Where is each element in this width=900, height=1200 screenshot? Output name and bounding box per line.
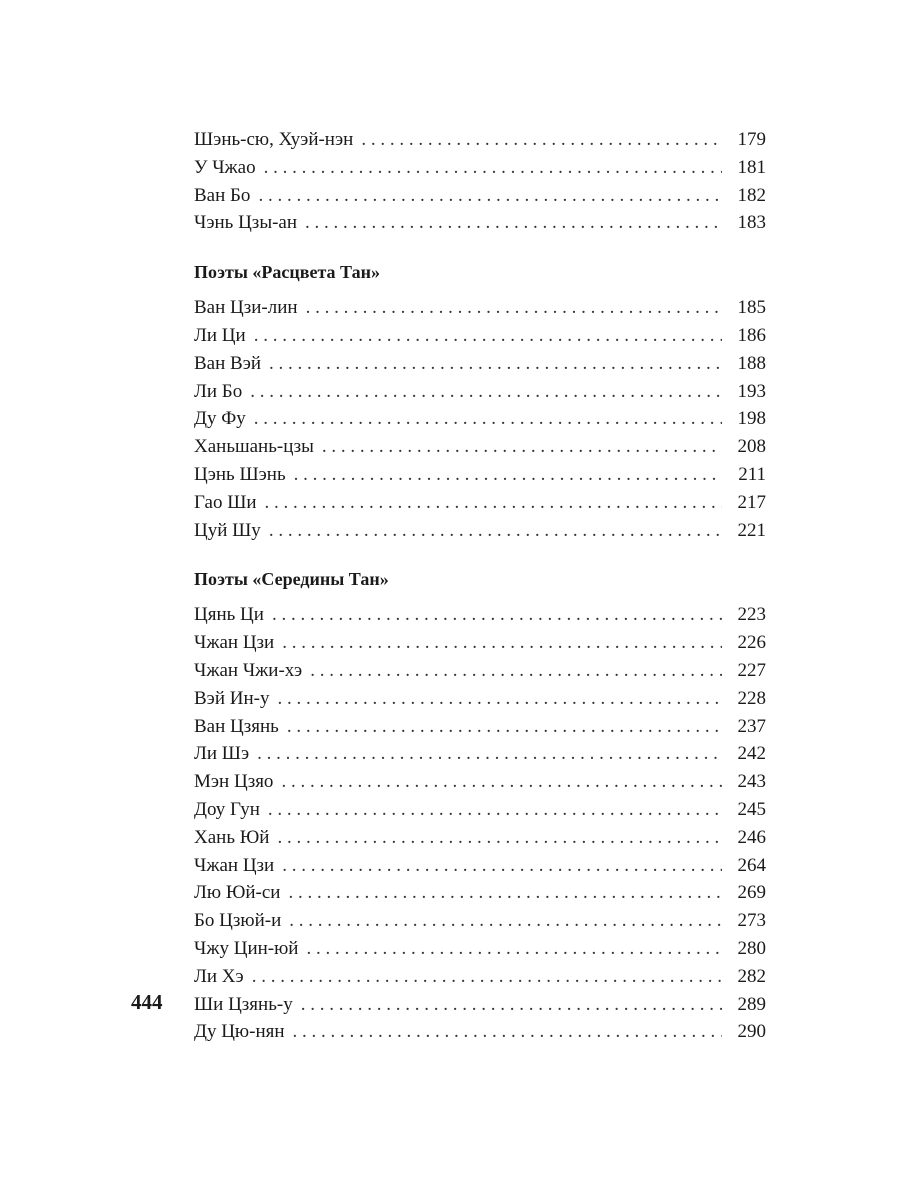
toc-entry-page: 211 (738, 463, 766, 485)
toc-entry-name: Бо Цзюй-и (194, 910, 282, 932)
dot-leader (264, 154, 722, 182)
toc-entry-name: Доу Гун (194, 798, 260, 820)
toc-entry-page: 186 (737, 324, 766, 346)
page-number: 444 (131, 990, 163, 1014)
toc-group-2 (194, 294, 766, 544)
toc-entry-name: Мэн Цзяо (194, 771, 274, 793)
toc-entry-name: Чжан Цзи (194, 854, 275, 876)
toc-group-1 (194, 126, 766, 237)
section-heading: Поэты «Расцвета Тан» (194, 262, 380, 283)
toc-entry[interactable] (194, 740, 766, 768)
toc-entry[interactable] (194, 796, 766, 824)
toc-entry-name: Ван Бо (194, 184, 251, 206)
dot-leader (282, 629, 722, 657)
toc-entry-name: Ван Вэй (194, 352, 262, 374)
dot-leader (254, 322, 722, 350)
toc-entry-name: Ду Фу (194, 408, 246, 430)
toc-entry[interactable] (194, 685, 766, 713)
dot-leader (265, 489, 722, 517)
toc-entry[interactable] (194, 657, 766, 685)
toc-entry-page: 269 (737, 882, 766, 904)
toc-entry-name: Шэнь-сю, Хуэй-нэн (194, 129, 354, 150)
toc-entry[interactable] (194, 322, 766, 350)
toc-entry-name: Ли Ци (194, 324, 246, 346)
toc-entry-page: 227 (737, 659, 766, 681)
toc-entry[interactable] (194, 378, 766, 406)
dot-leader (252, 963, 722, 991)
toc-entry[interactable] (194, 713, 766, 741)
toc-entry-name: Чэнь Цзы-ан (194, 212, 298, 234)
dot-leader (289, 907, 722, 935)
toc-entry[interactable] (194, 294, 766, 322)
toc-entry-name: Ли Шэ (194, 743, 250, 765)
dot-leader (361, 126, 722, 154)
toc-entry-name: Ду Цю-нян (194, 1021, 285, 1043)
toc-entry-name: Ши Цзянь-у (194, 993, 293, 1015)
toc-entry-name: Ли Бо (194, 380, 243, 402)
toc-entry[interactable] (194, 154, 766, 182)
toc-entry[interactable] (194, 209, 766, 237)
toc-entry-page: 264 (737, 854, 766, 876)
dot-leader (306, 935, 722, 963)
dot-leader (281, 768, 722, 796)
toc-entry[interactable] (194, 629, 766, 657)
table-of-contents (194, 126, 766, 1046)
dot-leader (254, 405, 722, 433)
toc-group-3 (194, 601, 766, 1046)
toc-entry-page: 243 (737, 771, 766, 793)
dot-leader (272, 601, 722, 629)
dot-leader (269, 517, 722, 545)
toc-entry-page: 188 (737, 352, 766, 374)
dot-leader (305, 209, 722, 237)
toc-entry-page: 245 (737, 798, 766, 820)
toc-entry-name: Ван Цзи-лин (194, 297, 298, 319)
toc-entry-page: 185 (737, 297, 766, 319)
toc-entry[interactable] (194, 182, 766, 210)
toc-entry-page: 193 (737, 380, 766, 402)
toc-entry-page: 242 (737, 743, 766, 765)
dot-leader (287, 713, 722, 741)
toc-entry-page: 280 (737, 937, 766, 959)
toc-entry[interactable] (194, 1018, 766, 1046)
toc-entry-name: Чжу Цин-юй (194, 937, 299, 959)
dot-leader (250, 378, 722, 406)
toc-entry-name: Ли Хэ (194, 965, 244, 987)
toc-entry[interactable] (194, 852, 766, 880)
dot-leader (288, 879, 722, 907)
toc-entry[interactable] (194, 405, 766, 433)
toc-entry-page: 181 (737, 156, 766, 178)
toc-entry[interactable] (194, 350, 766, 378)
toc-entry-page: 237 (737, 715, 766, 737)
toc-entry[interactable] (194, 768, 766, 796)
dot-leader (269, 350, 722, 378)
toc-entry[interactable] (194, 963, 766, 991)
dot-leader (294, 461, 722, 489)
dot-leader (293, 1018, 722, 1046)
toc-entry-page: 182 (737, 184, 766, 206)
toc-entry-name: Ван Цзянь (194, 715, 279, 737)
dot-leader (268, 796, 722, 824)
toc-entry-page: 221 (737, 519, 766, 541)
toc-entry-page: 273 (737, 910, 766, 932)
toc-entry-name: Вэй Ин-у (194, 687, 270, 709)
toc-entry-page: 290 (737, 1021, 766, 1043)
toc-entry-page: 223 (737, 604, 766, 626)
toc-entry-name: Цэнь Шэнь (194, 463, 286, 485)
toc-entry-page: 228 (737, 687, 766, 709)
toc-entry[interactable] (194, 517, 766, 545)
toc-entry[interactable] (194, 991, 766, 1019)
dot-leader (322, 433, 722, 461)
toc-entry-page: 179 (737, 129, 766, 150)
toc-entry[interactable] (194, 489, 766, 517)
toc-entry-page: 183 (737, 212, 766, 234)
toc-entry-page: 226 (737, 632, 766, 654)
toc-entry-page: 246 (737, 826, 766, 848)
toc-entry[interactable] (194, 907, 766, 935)
toc-entry-name: Лю Юй-си (194, 882, 281, 904)
toc-entry[interactable] (194, 433, 766, 461)
toc-entry-name: Цуй Шу (194, 519, 261, 541)
toc-entry-page: 198 (737, 408, 766, 430)
toc-entry[interactable] (194, 126, 766, 154)
toc-entry-page: 289 (737, 993, 766, 1015)
dot-leader (310, 657, 722, 685)
toc-entry-name: Чжан Цзи (194, 632, 275, 654)
section-heading: Поэты «Середины Тан» (194, 569, 389, 590)
toc-entry[interactable] (194, 601, 766, 629)
toc-entry-page: 217 (737, 491, 766, 513)
toc-entry[interactable] (194, 879, 766, 907)
toc-entry-name: Ханьшань-цзы (194, 436, 314, 458)
toc-entry-name: Гао Ши (194, 491, 257, 513)
dot-leader (301, 991, 722, 1019)
toc-entry-name: Хань Юй (194, 826, 270, 848)
dot-leader (282, 852, 722, 880)
dot-leader (277, 824, 722, 852)
toc-entry-page: 208 (737, 436, 766, 458)
dot-leader (257, 740, 722, 768)
toc-entry-name: Цянь Ци (194, 604, 264, 626)
dot-leader (306, 294, 722, 322)
toc-entry-name: У Чжао (194, 156, 256, 178)
toc-entry[interactable] (194, 461, 766, 489)
toc-entry-page: 282 (737, 965, 766, 987)
toc-entry[interactable] (194, 935, 766, 963)
toc-entry-name: Чжан Чжи-хэ (194, 659, 303, 681)
dot-leader (277, 685, 722, 713)
toc-entry[interactable] (194, 824, 766, 852)
dot-leader (258, 182, 722, 210)
